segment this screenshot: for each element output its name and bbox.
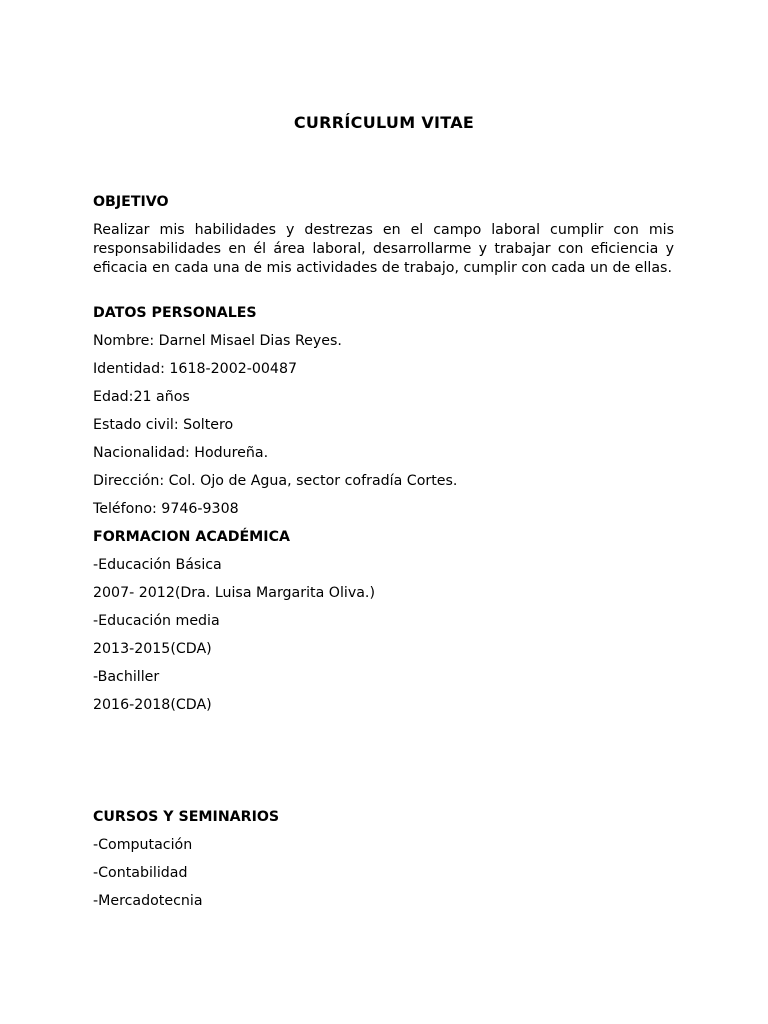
dato-direccion: Dirección: Col. Ojo de Agua, sector cofradía Cortes. [93,473,458,489]
dato-edad: Edad:21 años [93,389,190,405]
document-title: CURRÍCULUM VITAE [293,112,475,132]
formacion-item: -Educación Básica [93,557,222,573]
datos-personales-heading: DATOS PERSONALES [93,305,257,321]
formacion-item: 2016-2018(CDA) [93,697,212,713]
cursos-section [93,808,674,920]
curso-item: -Computación [93,837,193,853]
dato-identidad: Identidad: 1618-2002-00487 [93,361,297,377]
curso-item: -Mercadotecnia [93,893,203,909]
formacion-item: -Bachiller [93,669,160,685]
objetivo-section [93,193,674,278]
formacion-item: -Educación media [93,613,220,629]
formacion-item: 2013-2015(CDA) [93,641,212,657]
dato-estado-civil: Estado civil: Soltero [93,417,234,433]
dato-nacionalidad: Nacionalidad: Hodureña. [93,445,269,461]
formacion-heading: FORMACION ACADÉMICA [93,529,290,545]
cursos-heading: CURSOS Y SEMINARIOS [93,809,280,825]
dato-nombre: Nombre: Darnel Misael Dias Reyes. [93,333,342,349]
dato-telefono: Teléfono: 9746-9308 [93,501,239,517]
objetivo-heading: OBJETIVO [93,194,169,210]
datos-personales-section [93,304,674,724]
formacion-item: 2007- 2012(Dra. Luisa Margarita Oliva.) [93,585,375,601]
curso-item: -Contabilidad [93,865,188,881]
objetivo-text: Realizar mis habilidades y destrezas en el campo laboral cumplir con mis responsabilidades en él área laboral, desarrollarme y trabajar con eficiencia y eficacia en cada una de mis actividades de trabajo, cumplir con cada un de ellas. [93,222,674,276]
